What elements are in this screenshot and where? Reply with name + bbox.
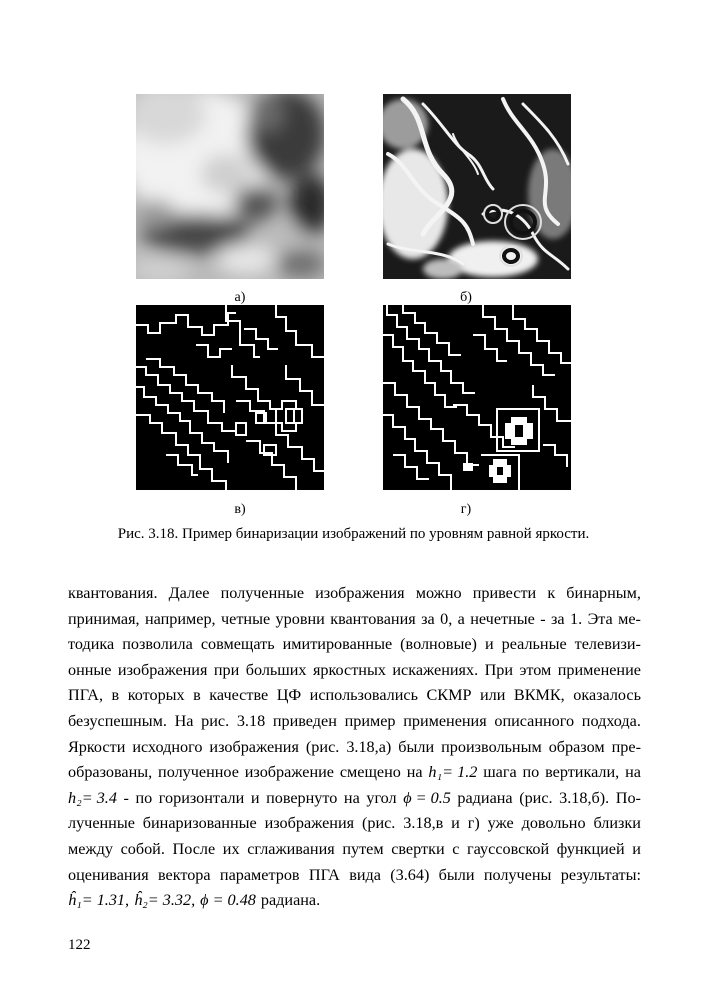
word: пример	[344, 711, 396, 730]
word: с	[452, 839, 460, 858]
word: гауссовской	[467, 839, 550, 858]
panel-a-label: а)	[234, 290, 246, 305]
word: и	[632, 839, 641, 858]
word: полученное	[158, 763, 239, 782]
word: результаты:	[560, 865, 641, 884]
word: 3.18,а)	[346, 737, 392, 756]
word: (3.64)	[390, 865, 430, 884]
word: Эта	[587, 609, 613, 628]
word: ĥ₂= 3.32,	[134, 891, 196, 910]
word: изображения	[117, 660, 208, 679]
word: полученные	[220, 584, 305, 602]
word: вида	[349, 865, 381, 884]
word: или	[479, 686, 506, 705]
word: при	[213, 660, 240, 679]
figure-panel-a	[136, 94, 324, 279]
word: изображение	[244, 763, 334, 782]
word: произвольным	[441, 737, 542, 756]
word: в	[111, 686, 120, 705]
word: г)	[467, 814, 480, 833]
word: на	[406, 763, 423, 782]
text-line	[68, 683, 641, 709]
word: пре-	[611, 737, 641, 756]
word: яркостных	[312, 660, 386, 679]
word: тодика	[68, 635, 115, 654]
word: уровни	[275, 609, 325, 628]
word: нечетные	[470, 609, 535, 628]
word: шага	[483, 763, 517, 782]
word: (рис.	[519, 788, 553, 807]
text-line	[68, 811, 641, 837]
text-line	[68, 863, 641, 889]
word: ЦФ	[276, 686, 302, 705]
word: за	[551, 609, 565, 628]
word: СКМР	[426, 686, 472, 705]
word: -	[540, 609, 546, 628]
word: исходного	[132, 737, 203, 756]
word: (рис.	[305, 737, 340, 756]
word: квантования.	[68, 584, 158, 602]
word: изображения	[264, 814, 355, 833]
panel-v-label: в)	[234, 502, 246, 517]
word: Яркости	[68, 737, 126, 756]
text-line	[68, 709, 641, 735]
word: вертикали,	[545, 763, 620, 782]
word: (рис.	[361, 814, 396, 833]
word: собой.	[120, 839, 165, 858]
text-line	[68, 888, 641, 914]
word: путем	[342, 839, 384, 858]
word: получены	[483, 865, 552, 884]
word: -	[123, 788, 129, 807]
word: качестве	[209, 686, 269, 705]
word: оказалось	[573, 686, 641, 705]
word: При	[484, 660, 514, 679]
word: между	[68, 839, 113, 858]
word: смещено	[339, 763, 401, 782]
word: (волновые)	[400, 635, 477, 654]
word: ВКМК,	[513, 686, 565, 705]
word: которых	[127, 686, 185, 705]
word: четные	[221, 609, 271, 628]
word: радиана.	[260, 891, 321, 910]
word: имитированные	[282, 635, 393, 654]
word: этом	[519, 660, 552, 679]
word: квантования	[330, 609, 416, 628]
word: принимая,	[68, 609, 140, 628]
page-number: 122	[68, 937, 91, 953]
body-paragraph	[68, 581, 641, 914]
word: а	[457, 609, 465, 628]
word: совмещать	[200, 635, 275, 654]
word: приведен	[272, 711, 337, 730]
word: изображения	[315, 584, 405, 602]
word: на	[625, 763, 641, 782]
word: функцией	[556, 839, 625, 858]
word: применения	[403, 711, 487, 730]
word: по	[135, 788, 153, 807]
word: реальные	[501, 635, 567, 654]
word: вектора	[157, 865, 211, 884]
text-line	[68, 735, 641, 761]
panel-b-label: б)	[460, 290, 472, 305]
word: образованы,	[68, 763, 153, 782]
word: применение	[557, 660, 641, 679]
word: повернуто	[266, 788, 338, 807]
text-line	[68, 581, 641, 607]
word: к	[547, 584, 556, 602]
word: образом	[548, 737, 605, 756]
word: радиана	[457, 788, 513, 807]
word: ПГА	[308, 865, 340, 884]
figure-caption: Рис. 3.18. Пример бинаризации изображений по уровням равной яркости.	[117, 526, 590, 542]
word: 1.	[570, 609, 583, 628]
word: и	[451, 814, 460, 833]
word: больших	[245, 660, 307, 679]
word: свертки	[391, 839, 445, 858]
word: На	[174, 711, 194, 730]
text-line	[68, 786, 641, 812]
word: сглаживания	[247, 839, 335, 858]
word: После	[172, 839, 216, 858]
word: уже	[487, 814, 514, 833]
word: например,	[144, 609, 216, 628]
word: 3.18,в	[403, 814, 444, 833]
word: и	[250, 788, 260, 807]
figure-panel-v	[136, 305, 324, 490]
word: близки	[593, 814, 641, 833]
word: использовались	[309, 686, 418, 705]
word: рис.	[201, 711, 230, 730]
word: 0,	[440, 609, 453, 628]
word: По-	[615, 788, 641, 807]
word: их	[222, 839, 240, 858]
word: Далее	[168, 584, 210, 602]
word: были	[438, 865, 475, 884]
word: довольно	[521, 814, 586, 833]
word: привести	[472, 584, 537, 602]
word: в	[193, 686, 201, 705]
text-line	[68, 607, 641, 633]
panel-g-label: г)	[460, 502, 472, 517]
word: описанного	[494, 711, 575, 730]
word: лученные	[68, 814, 135, 833]
word: ĥ₁= 1.31,	[68, 891, 130, 910]
word: искажениях.	[392, 660, 479, 679]
word: подхода.	[581, 711, 641, 730]
text-line	[68, 632, 641, 658]
word: по	[522, 763, 540, 782]
word: 3.18	[236, 711, 266, 730]
word: параметров	[219, 865, 300, 884]
word: онные	[68, 660, 112, 679]
word: изображения	[209, 737, 299, 756]
word: h₂= 3.4	[68, 788, 117, 807]
text-line	[68, 837, 641, 863]
word: h₁= 1.2	[428, 763, 478, 782]
word: были	[398, 737, 435, 756]
figure-panel-g	[383, 305, 571, 490]
word: на	[343, 788, 360, 807]
word: угол	[366, 788, 397, 807]
word: безуспешным.	[68, 711, 167, 730]
word: бинаризованные	[142, 814, 257, 833]
word: можно	[415, 584, 462, 602]
word: бинарным,	[566, 584, 641, 602]
word: ме-	[618, 609, 641, 628]
text-line	[68, 760, 641, 786]
word: за	[421, 609, 435, 628]
word: ϕ = 0.5	[403, 788, 451, 807]
word: оценивания	[68, 865, 149, 884]
word: телевизи-	[574, 635, 641, 654]
word: и	[484, 635, 494, 654]
text-line	[68, 658, 641, 684]
word: 3.18,б).	[559, 788, 610, 807]
figure-panel-b	[383, 94, 571, 279]
word: горизонтали	[158, 788, 245, 807]
word: ϕ = 0.48	[200, 891, 256, 910]
word: позволила	[122, 635, 193, 654]
word: ПГА,	[68, 686, 104, 705]
